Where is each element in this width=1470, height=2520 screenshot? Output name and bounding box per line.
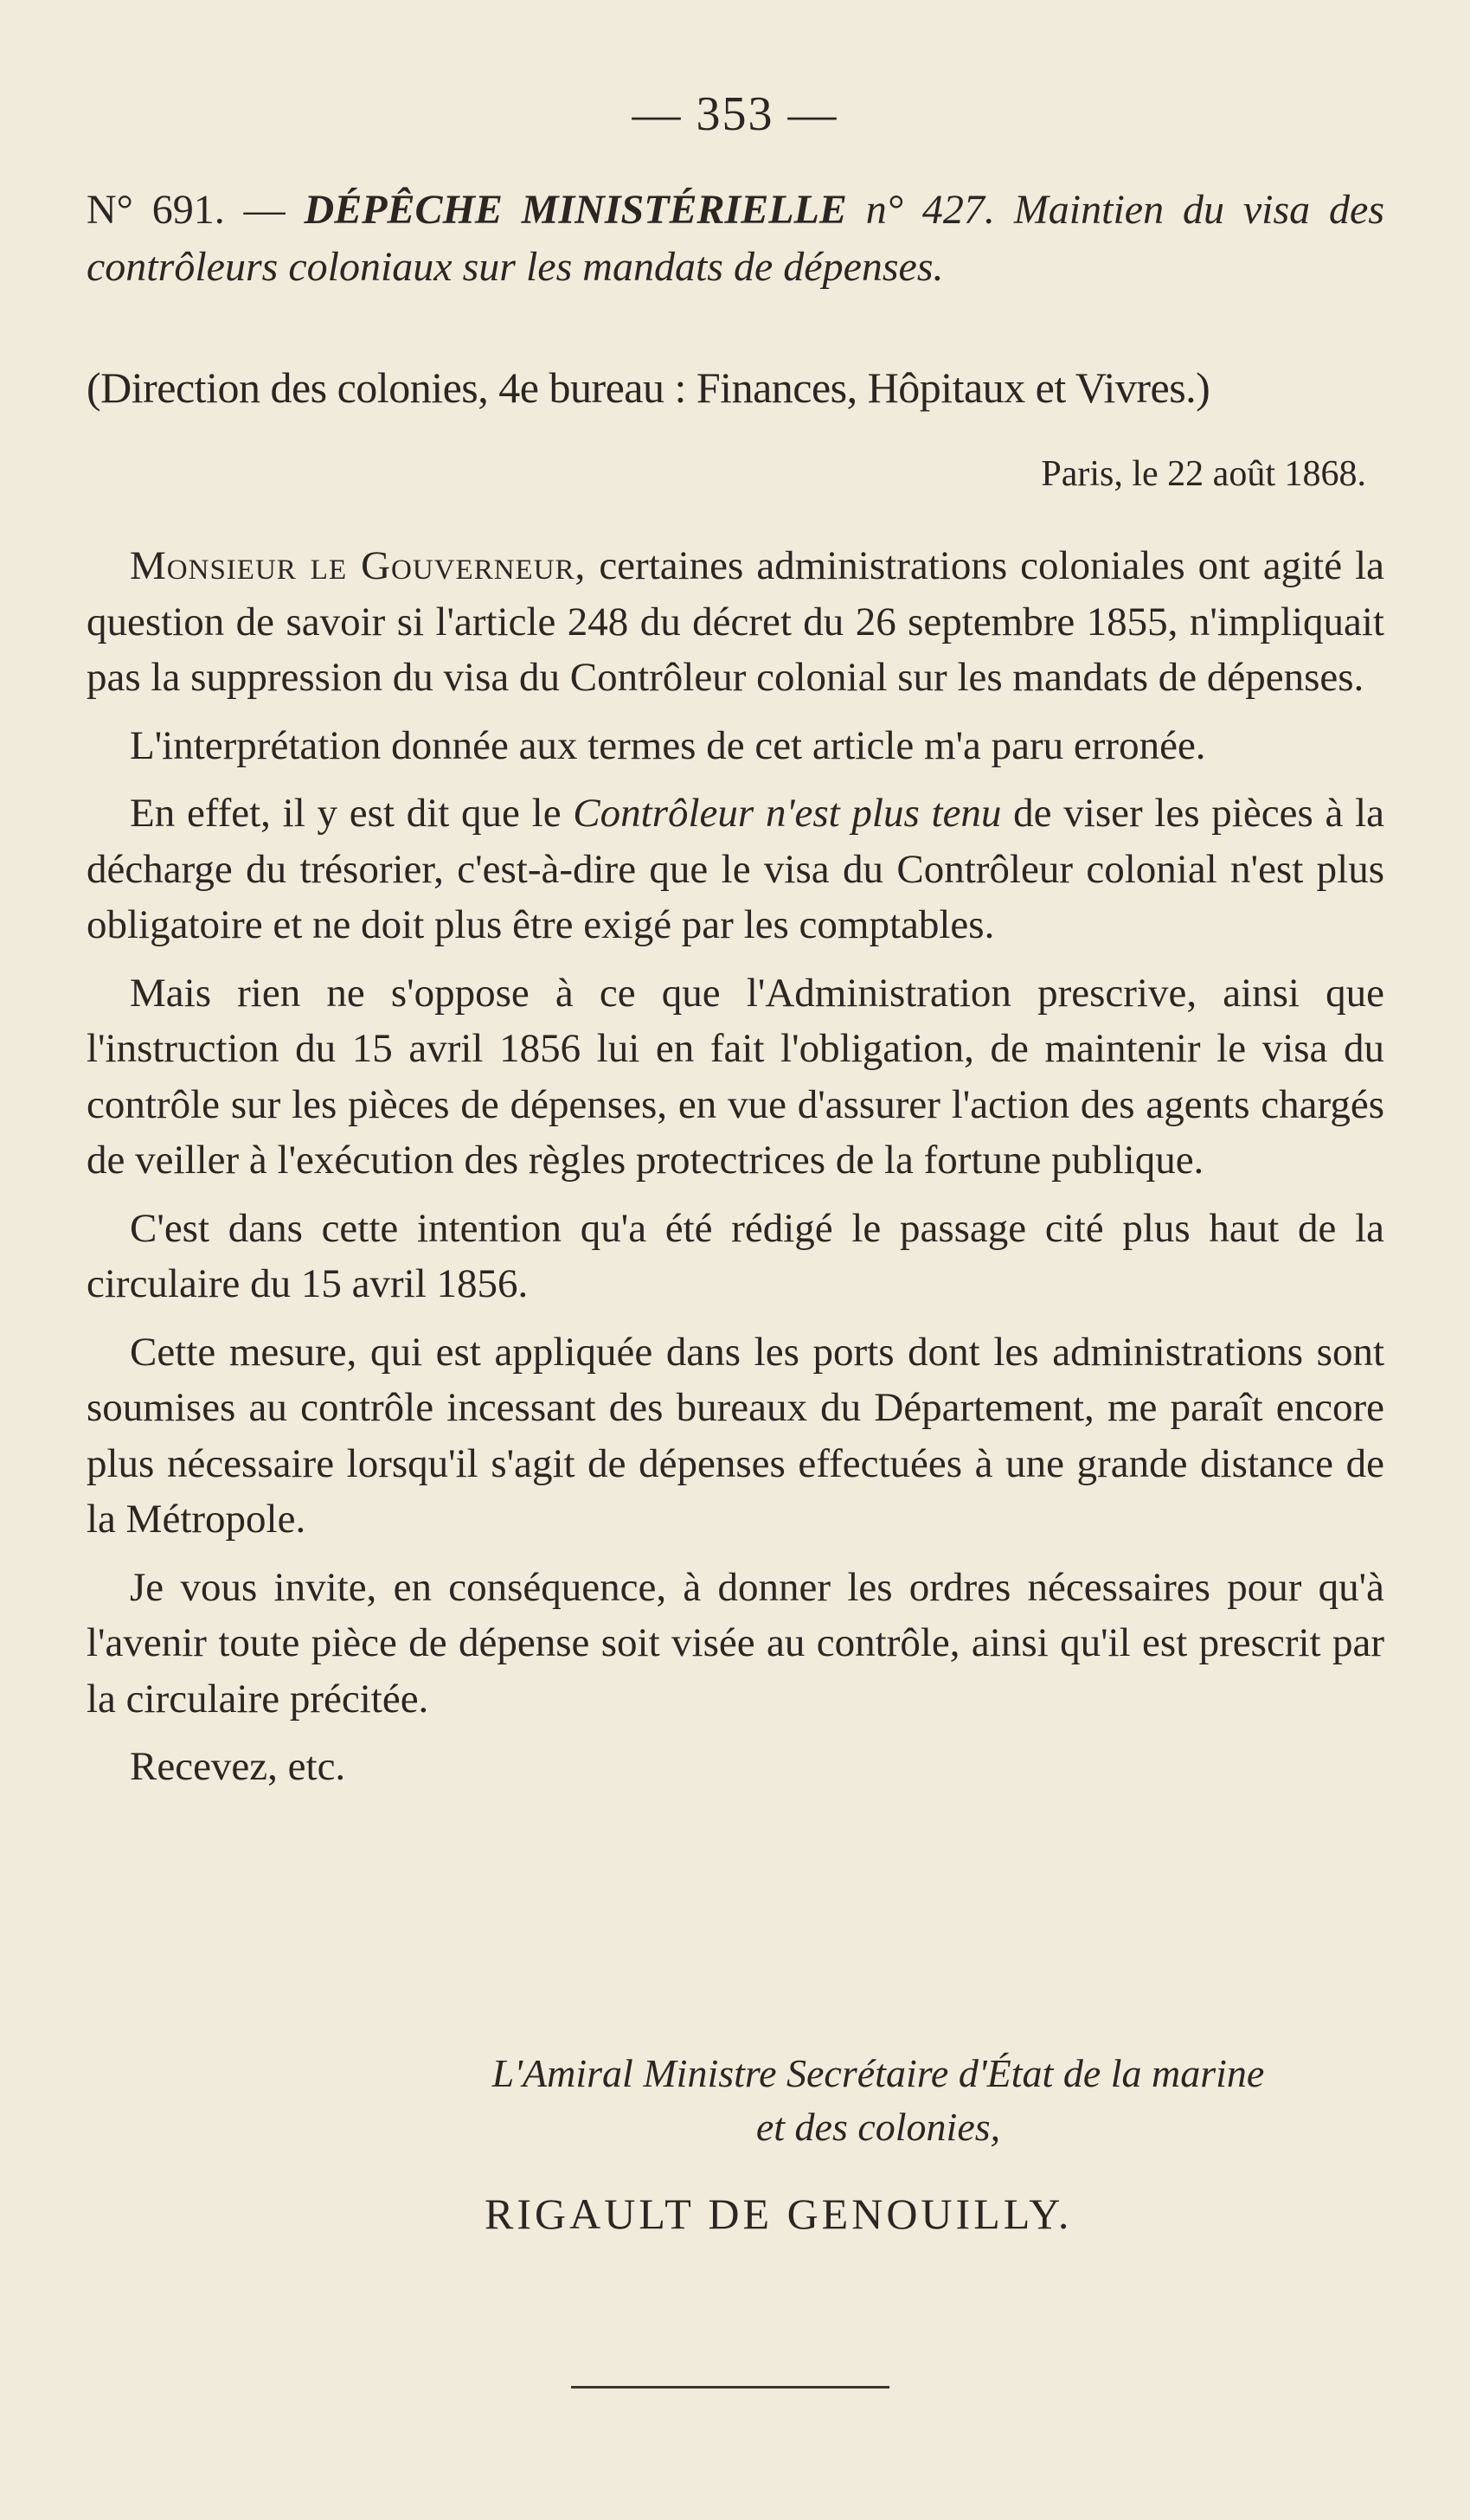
paragraph-3-emphasis: Contrôleur n'est plus tenu: [573, 791, 1002, 836]
paragraph-1: [87, 538, 1384, 706]
page-number: — 353 —: [632, 87, 838, 141]
paragraph-3-text-b: de viser les pièces à la décharge du trésorier, c'est-à-dire que le visa du Contrôleur colonial n'est plus obligatoire et ne doit plus être exigé par les comptables.: [87, 791, 1384, 947]
signatory-title-line-1: L'Amiral Ministre Secrétaire d'État de la marine: [491, 2051, 1265, 2095]
signatory-name: RIGAULT DE GENOUILLY.: [485, 2190, 1073, 2238]
signatory-title-line-2: et des colonies,: [755, 2105, 1001, 2149]
dispatch-title-number: n° 427.: [865, 187, 995, 233]
issuing-direction: (Direction des colonies, 4e bureau : Finances, Hôpitaux et Vivres.): [87, 363, 1210, 412]
dispatch-number: N° 691.: [87, 187, 225, 233]
paragraph-5: C'est dans cette intention qu'a été rédigé le passage cité plus haut de la circulaire du 15 avril 1856.: [87, 1205, 1384, 1306]
paragraph-4: Mais rien ne s'oppose à ce que l'Administration prescrive, ainsi que l'instruction du 15 avril 1856 lui en fait l'obligation, de maintenir le visa du contrôle sur les pièces de dépenses, en vue d'assurer l'action des agents chargés de veiller à l'exécution des règles protectrices de la fortune publique.: [87, 970, 1384, 1183]
heading-dash: —: [243, 187, 286, 233]
paragraph-8: Recevez, etc.: [130, 1744, 346, 1789]
paragraph-3: [87, 785, 1384, 953]
closing-rule: [571, 2386, 889, 2389]
dispatch-heading: [87, 182, 1384, 296]
signatory-title: [372, 2047, 1384, 2154]
paragraph-3-text-a: En effet, il y est dit que le: [130, 791, 574, 836]
paragraph-1-text: certaines administrations coloniales ont agité la question de savoir si l'article 248 du décret du 26 septembre 1855, n'impliquait pas la suppression du visa du Contrôleur colonial sur les mandats de dépenses.: [87, 543, 1384, 700]
paragraph-6: Cette mesure, qui est appliquée dans les ports dont les administrations sont soumises au contrôle incessant des bureaux du Département, me paraît encore plus nécessaire lorsqu'il s'agit de dépenses effectuées à une grande distance de la Métropole.: [87, 1329, 1384, 1542]
dispatch-subject: Maintien du visa des contrôleurs coloniaux sur les mandats de dépenses.: [87, 187, 1385, 290]
salutation: Monsieur le Gouverneur,: [130, 543, 587, 588]
paragraph-7: Je vous invite, en conséquence, à donner les ordres nécessaires pour qu'à l'avenir toute pièce de dépense soit visée au contrôle, ainsi qu'il est prescrit par la circulaire précitée.: [87, 1564, 1384, 1722]
letter-body: [87, 538, 1384, 1807]
dateline: Paris, le 22 août 1868.: [1041, 454, 1366, 494]
dispatch-title: DÉPÊCHE MINISTÉRIELLE: [304, 187, 847, 233]
paragraph-2: L'interprétation donnée aux termes de cet article m'a paru erronée.: [130, 722, 1206, 768]
